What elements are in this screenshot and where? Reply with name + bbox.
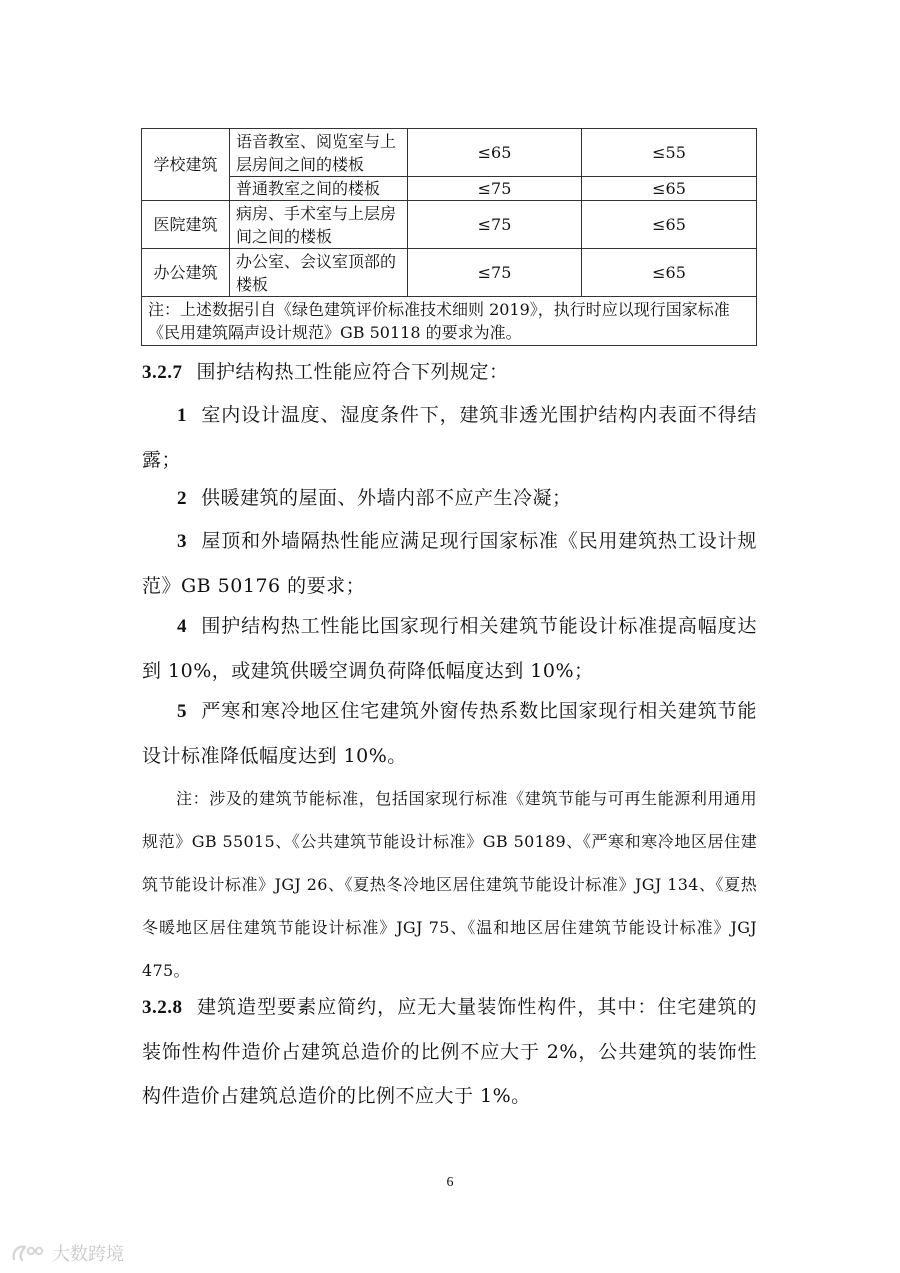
clause-text: 建筑造型要素应简约，应无大量装饰性构件，其中：住宅建筑的装饰性构件造价占建筑总造价的比例不应大于 2%，公共建筑的装饰性构件造价占建筑总造价的比例不应大于 1%。 (142, 996, 757, 1107)
table-note: 注：上述数据引自《绿色建筑评价标准技术细则 2019》，执行时应以现行国家标准《民用建筑隔声设计规范》GB 50118 的要求为准。 (142, 297, 757, 346)
clause-item-4 (142, 604, 757, 693)
item-number: 2 (177, 488, 187, 509)
table-cell-category: 办公建筑 (142, 249, 230, 297)
table-note-row (142, 297, 757, 346)
watermark-logo-icon (10, 1242, 46, 1264)
item-number: 3 (177, 531, 187, 552)
table-cell-location: 病房、手术室与上层房间之间的楼板 (230, 201, 408, 249)
clause-number: 3.2.7 (142, 362, 183, 383)
table-cell-value: ≤75 (408, 177, 582, 201)
page-number: 6 (446, 1175, 454, 1190)
table-row (142, 249, 757, 297)
clause-item-2 (142, 476, 757, 521)
table-cell-value: ≤65 (582, 177, 757, 201)
item-text: 屋顶和外墙隔热性能应满足现行国家标准《民用建筑热工设计规范》GB 50176 的要求； (142, 530, 757, 597)
clause-number: 3.2.8 (142, 997, 183, 1018)
table-cell-location: 普通教室之间的楼板 (230, 177, 408, 201)
table-cell-value: ≤55 (582, 129, 757, 177)
table-cell-value: ≤65 (582, 201, 757, 249)
clause-3-2-7-heading (142, 350, 757, 395)
clause-item-5 (142, 689, 757, 778)
item-text: 供暖建筑的屋面、外墙内部不应产生冷凝； (201, 487, 572, 509)
table-row (142, 201, 757, 249)
sound-insulation-table (141, 128, 757, 346)
table-cell-location: 办公室、会议室顶部的楼板 (230, 249, 408, 297)
table-cell-value: ≤65 (582, 249, 757, 297)
table-cell-category: 学校建筑 (142, 129, 230, 201)
watermark (10, 1240, 124, 1266)
clause-3-2-8 (142, 985, 757, 1118)
clause-intro: 围护结构热工性能应符合下列规定： (196, 361, 509, 383)
clause-item-1 (142, 393, 757, 482)
item-text: 围护结构热工性能比国家现行相关建筑节能设计标准提高幅度达到 10%，或建筑供暖空调负荷降低幅度达到 10%； (142, 615, 757, 682)
item-text: 室内设计温度、湿度条件下，建筑非透光围护结构内表面不得结露； (142, 404, 757, 471)
clause-item-3 (142, 519, 757, 608)
item-text: 严寒和寒冷地区住宅建筑外窗传热系数比国家现行相关建筑节能设计标准降低幅度达到 10%。 (142, 700, 757, 767)
energy-standards-note: 注：涉及的建筑节能标准，包括国家现行标准《建筑节能与可再生能源利用通用规范》GB 55015、《公共建筑节能设计标准》GB 50189、《严寒和寒冷地区居住建筑节能设计标准》JGJ 26、《夏热冬冷地区居住建筑节能设计标准》JGJ 134、《夏热冬暖地区居住建筑节能设计标准》JGJ 75、《温和地区居住建筑节能设计标准》JGJ 475。 (142, 789, 757, 980)
item-number: 4 (177, 616, 187, 637)
table-cell-category: 医院建筑 (142, 201, 230, 249)
table-cell-value: ≤75 (408, 201, 582, 249)
watermark-text: 大数跨境 (52, 1244, 124, 1265)
table-row (142, 129, 757, 177)
table-cell-value: ≤65 (408, 129, 582, 177)
item-number: 1 (177, 405, 187, 426)
item-number: 5 (177, 701, 187, 722)
table-row (142, 177, 757, 201)
table-cell-location: 语音教室、阅览室与上层房间之间的楼板 (230, 129, 408, 177)
table-cell-value: ≤75 (408, 249, 582, 297)
